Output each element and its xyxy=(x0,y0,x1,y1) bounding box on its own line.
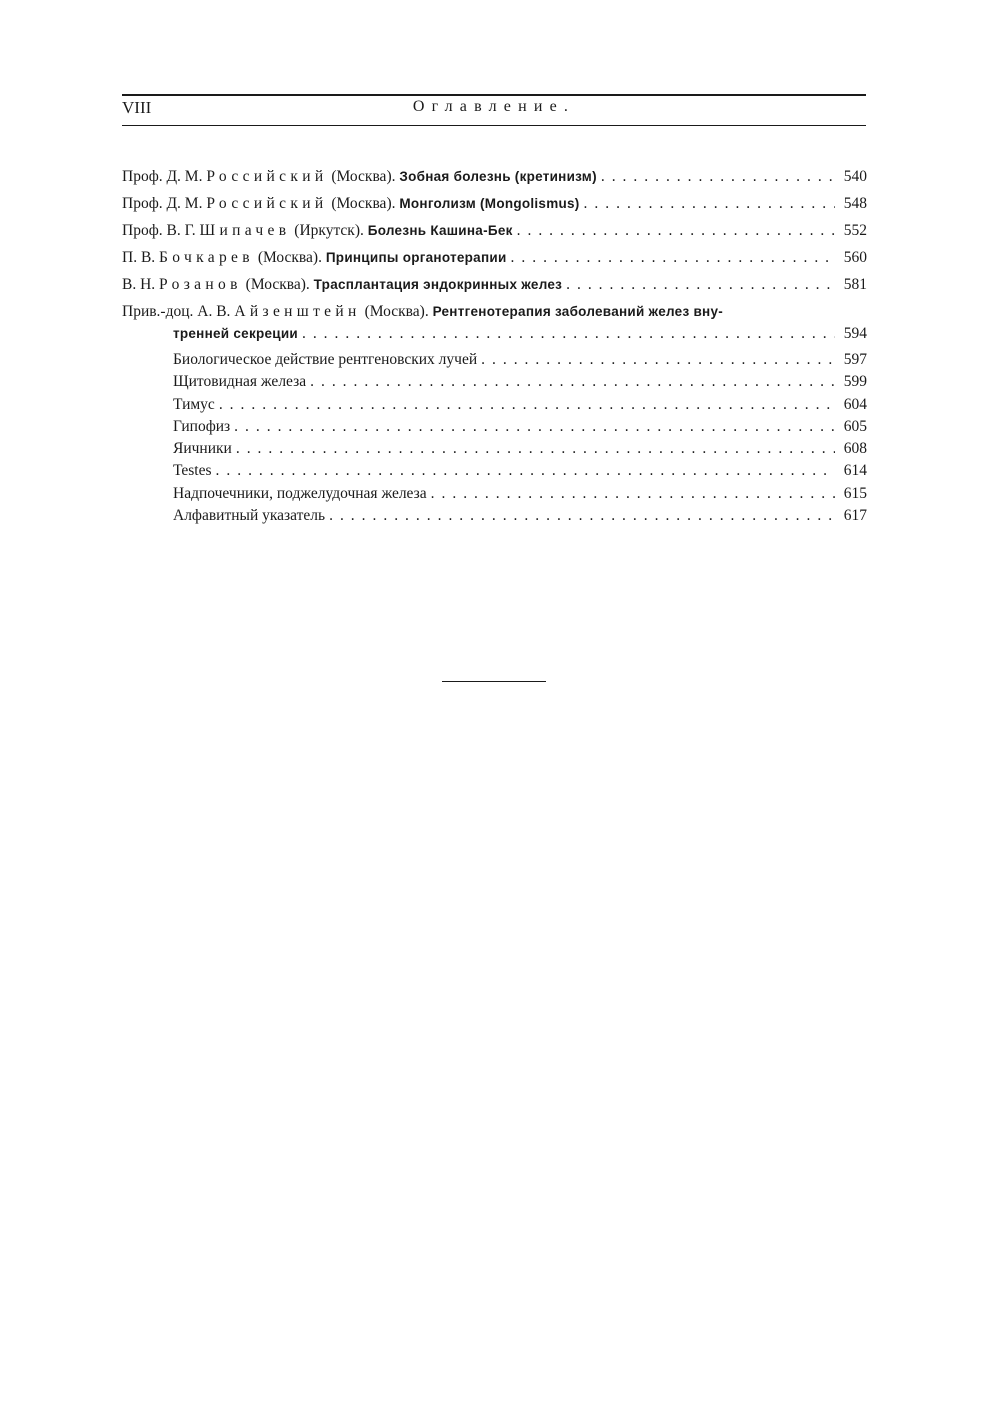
page-ref: 608 xyxy=(843,440,867,458)
dot-leader xyxy=(511,247,835,269)
header-bottom-rule xyxy=(122,125,866,126)
dot-leader xyxy=(302,323,835,345)
author-initials: Проф. Д. М. xyxy=(122,168,203,185)
running-title: Оглавление. xyxy=(412,98,576,115)
subentry-title: Яичники xyxy=(173,440,232,458)
page-ref: 614 xyxy=(843,462,867,480)
toc-subentry[interactable] xyxy=(122,416,867,438)
subentry-title: Надпочечники, поджелудочная железа xyxy=(173,484,427,502)
toc-entry-line-2 xyxy=(122,323,867,345)
toc-subentry[interactable] xyxy=(122,371,867,393)
toc-entry-long[interactable] xyxy=(122,301,867,349)
toc-subentry[interactable] xyxy=(122,438,867,460)
page-ref: 594 xyxy=(843,325,867,342)
author-city: (Москва). xyxy=(364,303,429,320)
chapter-title: Трасплантация эндокринных желез xyxy=(313,277,563,292)
chapter-title: Монголизм (Mongolismus) xyxy=(399,196,580,211)
dot-leader xyxy=(601,166,835,188)
author-initials: Прив.-доц. А. В. xyxy=(122,303,231,320)
author-city: (Москва). xyxy=(257,249,322,266)
author-name: Бочкарев xyxy=(159,249,254,266)
dot-leader xyxy=(481,349,835,371)
chapter-title: Принципы органотерапии xyxy=(325,250,507,265)
page-ref: 615 xyxy=(843,484,867,502)
table-of-contents xyxy=(122,166,867,527)
dot-leader xyxy=(216,460,835,482)
chapter-title-continued: тренней секреции xyxy=(173,326,298,341)
toc-subentry[interactable] xyxy=(122,505,867,527)
author-name: Айзенштейн xyxy=(234,303,361,320)
author-city: (Москва). xyxy=(331,168,396,185)
subentry-title: Testes xyxy=(173,462,212,480)
author-city: (Москва). xyxy=(245,276,310,293)
dot-leader xyxy=(431,483,835,505)
chapter-title: Зобная болезнь (кретинизм) xyxy=(399,169,597,184)
chapter-title: Рентгенотерапия заболеваний желез вну- xyxy=(432,304,723,319)
subentry-title: Щитовидная железа xyxy=(173,373,307,391)
page-number: VIII xyxy=(122,98,152,117)
author-initials: Проф. В. Г. xyxy=(122,222,196,239)
author-name: Российский xyxy=(206,195,328,212)
subentry-title: Алфавитный указатель xyxy=(173,507,326,525)
subentry-title: Биологическое действие рентгеновских лучей xyxy=(173,351,478,368)
dot-leader xyxy=(584,193,835,215)
author-name: Шипачев xyxy=(199,222,291,239)
subentry-title: Тимус xyxy=(173,395,215,413)
author-name: Розанов xyxy=(159,276,242,293)
toc-entry-text xyxy=(122,166,597,188)
page-ref: 605 xyxy=(843,417,867,435)
toc-entry-text xyxy=(122,193,580,215)
toc-entry[interactable] xyxy=(122,193,867,220)
section-end-rule xyxy=(442,681,546,682)
page-ref: 548 xyxy=(843,195,867,212)
toc-entry[interactable] xyxy=(122,220,867,247)
toc-subentry[interactable] xyxy=(122,349,867,371)
toc-entry[interactable] xyxy=(122,274,867,301)
header-top-rule xyxy=(122,94,866,96)
page-ref: 597 xyxy=(843,351,867,368)
page-ref: 617 xyxy=(843,507,867,525)
toc-entry-text xyxy=(122,220,513,242)
author-city: (Москва). xyxy=(331,195,396,212)
page-ref: 540 xyxy=(843,168,867,185)
toc-entry[interactable] xyxy=(122,247,867,274)
author-city: (Иркутск). xyxy=(294,222,364,239)
toc-subentry[interactable] xyxy=(122,460,867,482)
toc-entry-text xyxy=(122,247,507,269)
dot-leader xyxy=(517,220,835,242)
author-initials: П. В. xyxy=(122,249,156,266)
running-header xyxy=(122,94,866,128)
dot-leader xyxy=(310,371,835,393)
dot-leader xyxy=(236,438,835,460)
dot-leader xyxy=(219,394,835,416)
page-ref: 604 xyxy=(843,395,867,413)
chapter-title: Болезнь Кашина-Бек xyxy=(367,223,513,238)
subentry-title: Гипофиз xyxy=(173,417,231,435)
toc-entry-line-1 xyxy=(122,301,867,323)
toc-entry-text xyxy=(122,274,562,296)
author-initials: Проф. Д. М. xyxy=(122,195,203,212)
toc-subentry[interactable] xyxy=(122,483,867,505)
author-initials: В. Н. xyxy=(122,276,156,293)
dot-leader xyxy=(329,505,835,527)
toc-entry[interactable] xyxy=(122,166,867,193)
toc-subentry[interactable] xyxy=(122,394,867,416)
page-ref: 552 xyxy=(843,222,867,239)
dot-leader xyxy=(234,416,835,438)
dot-leader xyxy=(566,274,835,296)
page-ref: 581 xyxy=(843,276,867,293)
page-ref: 599 xyxy=(843,373,867,391)
author-name: Российский xyxy=(206,168,328,185)
page-ref: 560 xyxy=(843,249,867,266)
